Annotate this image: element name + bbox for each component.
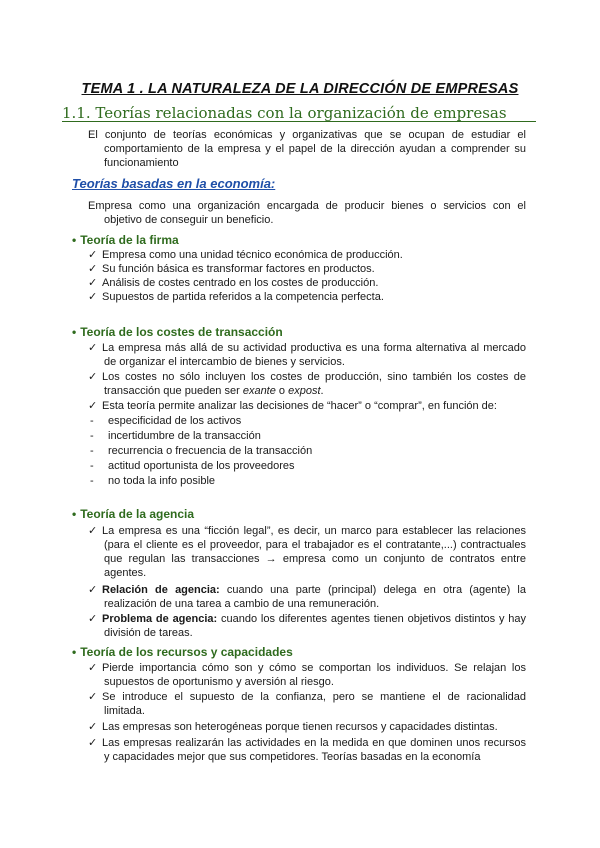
dash-list-item <box>90 474 215 488</box>
list-item <box>88 399 526 413</box>
definition-line: Empresa como una organización encargada de producir bienes o servicios con el <box>88 200 526 212</box>
section-title: Teoría de los recursos y capacidades <box>80 645 293 659</box>
list-item-text: Su función básica es transformar factores en productos. <box>102 263 375 275</box>
text-span: transacción que pueden ser <box>104 385 243 397</box>
section-title: Teoría de la agencia <box>80 507 195 521</box>
section-heading-agencia <box>72 507 194 521</box>
check-icon: ✓ <box>88 721 98 733</box>
dash-list-item <box>90 459 295 473</box>
check-icon: ✓ <box>88 584 98 596</box>
text-span: . <box>320 385 324 397</box>
text-span: o <box>275 385 289 397</box>
list-item-text: especificidad de los activos <box>108 415 242 427</box>
list-item <box>88 262 526 276</box>
check-icon: ✓ <box>88 291 98 303</box>
list-item-text: incertidumbre de la transacción <box>108 430 261 442</box>
intro-paragraph <box>88 128 526 170</box>
check-icon: ✓ <box>88 662 98 674</box>
list-item <box>88 524 526 580</box>
list-item <box>88 612 526 640</box>
bullet-icon: • <box>72 325 77 339</box>
economy-definition <box>88 199 526 227</box>
bullet-icon: • <box>72 233 77 247</box>
list-item-text: y capacidades mejor que sus competidores. Teorías basadas en la economía <box>104 751 481 763</box>
check-icon: ✓ <box>88 737 98 749</box>
list-item-text: Las empresas son heterogéneas porque tienen recursos y capacidades distintas. <box>102 721 498 733</box>
list-item-text: Pierde importancia cómo son y cómo se comportan los individuos. Se relajan los <box>102 662 526 674</box>
section-title: Teoría de los costes de transacción <box>80 325 283 339</box>
check-icon: ✓ <box>88 400 98 412</box>
dash-icon: - <box>90 415 94 427</box>
dash-list-item <box>90 444 312 458</box>
check-icon: ✓ <box>88 525 98 537</box>
list-item-text: limitada. <box>104 705 145 717</box>
dash-list-item <box>90 414 241 428</box>
intro-line: funcionamiento <box>104 157 179 169</box>
section-heading-firma <box>72 233 179 247</box>
list-item <box>88 720 526 734</box>
list-item-text: supuestos de oportunismo y aversión al riesgo. <box>104 676 334 688</box>
economy-heading: Teorías basadas en la economía: <box>72 176 276 191</box>
bullet-icon: • <box>72 645 77 659</box>
list-item-text: (para el cliente es el proveedor, para el trabajador es el contratante,...) contractuales <box>104 539 526 551</box>
list-item <box>88 341 526 369</box>
check-icon: ✓ <box>88 691 98 703</box>
section-heading-recursos <box>72 645 293 659</box>
list-item-text: Los costes no sólo incluyen los costes de producción, sino también los costes de <box>102 371 526 383</box>
list-item <box>88 290 526 304</box>
bold-term: Relación de agencia: <box>102 584 220 596</box>
list-item-text: Se introduce el supuesto de la confianza, pero se mantiene el de racionalidad <box>102 691 526 703</box>
check-icon: ✓ <box>88 277 98 289</box>
intro-line: comportamiento de la empresa y el papel de la dirección ayudan a comprender su <box>104 143 526 155</box>
list-item <box>88 661 526 689</box>
section-heading-1-1: 1.1. Teorías relacionadas con la organización de empresas <box>62 106 536 122</box>
bold-term: Problema de agencia: <box>102 613 218 625</box>
dash-icon: - <box>90 475 94 487</box>
check-icon: ✓ <box>88 263 98 275</box>
list-item-text: realización de una tarea a cambio de una remuneración. <box>104 598 380 610</box>
check-icon: ✓ <box>88 249 98 261</box>
list-item-text: que regulan las transacciones → empresa como un conjunto de contratos entre <box>104 553 526 565</box>
bullet-icon: • <box>72 507 77 521</box>
dash-icon: - <box>90 445 94 457</box>
definition-line: objetivo de conseguir un beneficio. <box>104 214 274 226</box>
list-item-text: agentes. <box>104 567 147 579</box>
italic-term: exante <box>242 385 276 397</box>
section-title: Teoría de la firma <box>80 233 179 247</box>
check-icon: ✓ <box>88 613 98 625</box>
list-item-text: La empresa más allá de su actividad productiva es una forma alternativa al mercado <box>102 342 526 354</box>
italic-term: expost <box>288 385 321 397</box>
section-heading-costes <box>72 325 283 339</box>
dash-icon: - <box>90 430 94 442</box>
dash-list-item <box>90 429 261 443</box>
list-item-text: cuando los diferentes agentes tienen objetivos distintos y hay <box>217 613 526 625</box>
list-item-text: recurrencia o frecuencia de la transacción <box>108 445 313 457</box>
list-item-text: Empresa como una unidad técnico económica de producción. <box>102 249 403 261</box>
intro-line: El conjunto de teorías económicas y organizativas que se ocupan de estudiar el <box>88 129 526 141</box>
list-item <box>88 248 526 262</box>
list-item <box>88 583 526 611</box>
list-item-text: Las empresas realizarán las actividades en la medida en que dominen unos recursos <box>102 737 526 749</box>
list-item-text: Análisis de costes centrado en los costes de producción. <box>102 277 379 289</box>
list-item <box>88 276 526 290</box>
list-item-text: no toda la info posible <box>108 475 216 487</box>
list-item-text <box>88 384 526 398</box>
check-icon: ✓ <box>88 342 98 354</box>
list-item <box>88 690 526 718</box>
list-item <box>88 370 526 398</box>
dash-icon: - <box>90 460 94 472</box>
list-item <box>88 736 526 764</box>
list-item-text: actitud oportunista de los proveedores <box>108 460 295 472</box>
list-item-text: Esta teoría permite analizar las decisiones de “hacer” o “comprar”, en función de: <box>102 400 497 412</box>
check-icon: ✓ <box>88 371 98 383</box>
list-item-text: cuando una parte (principal) delega en otra (agente) la <box>219 584 526 596</box>
list-item-text: Supuestos de partida referidos a la competencia perfecta. <box>102 291 384 303</box>
page-title: TEMA 1 . LA NATURALEZA DE LA DIRECCIÓN DE EMPRESAS <box>81 81 519 97</box>
list-item-text: de organizar el intercambio de bienes y servicios. <box>104 356 345 368</box>
list-item-text: división de tareas. <box>104 627 193 639</box>
list-item-text: La empresa es una “ficción legal”, es decir, un marco para establecer las relaciones <box>102 525 526 537</box>
